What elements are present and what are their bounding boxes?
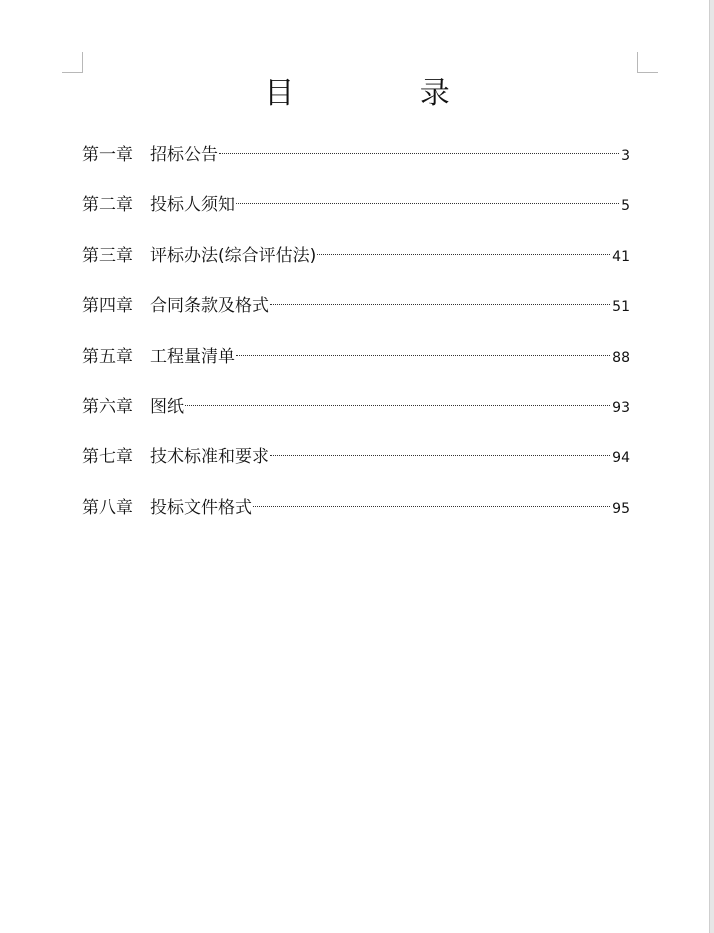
toc-entry-chapter-6[interactable] — [82, 390, 630, 440]
toc-dot-leader — [270, 304, 610, 305]
toc-page-number: 95 — [612, 500, 630, 517]
toc-entry-chapter-3[interactable] — [82, 239, 630, 289]
toc-chapter-title: 工程量清单 — [150, 346, 235, 367]
toc-chapter-title: 评标办法(综合评估法) — [150, 245, 317, 266]
toc-dot-leader — [219, 153, 619, 154]
margin-corner-mark-top-right — [637, 52, 658, 73]
margin-corner-mark-top-left — [62, 52, 83, 73]
toc-entry-chapter-8[interactable] — [82, 491, 630, 541]
toc-dot-leader — [236, 203, 619, 204]
toc-chapter-label: 第一章 — [82, 145, 133, 165]
toc-page-number: 88 — [612, 349, 630, 366]
toc-page-number: 3 — [621, 148, 630, 164]
toc-entry-chapter-1[interactable] — [82, 138, 630, 188]
page-title: 目 录 — [264, 76, 508, 111]
toc-page-number: 41 — [612, 248, 630, 265]
toc-dot-leader — [317, 254, 610, 255]
toc-entry-chapter-5[interactable] — [82, 340, 630, 390]
toc-entry-chapter-2[interactable] — [82, 188, 630, 238]
toc-chapter-label: 第五章 — [82, 346, 133, 367]
toc-chapter-title: 合同条款及格式 — [150, 296, 269, 317]
page-edge-scrollbar[interactable] — [709, 0, 714, 933]
toc-chapter-label: 第八章 — [82, 497, 133, 518]
toc-chapter-label: 第二章 — [82, 195, 133, 216]
toc-page-number: 94 — [612, 450, 630, 467]
toc-chapter-title: 图纸 — [150, 396, 184, 417]
toc-chapter-label: 第六章 — [82, 396, 133, 417]
toc-entry-chapter-7[interactable] — [82, 440, 630, 490]
toc-page-number: 51 — [612, 299, 630, 316]
toc-dot-leader — [185, 405, 610, 406]
toc-page-number: 5 — [621, 198, 630, 215]
toc-chapter-title: 投标人须知 — [150, 195, 235, 216]
toc-dot-leader — [253, 506, 610, 507]
toc-chapter-title: 技术标准和要求 — [150, 447, 269, 468]
toc-chapter-label: 第三章 — [82, 245, 133, 266]
toc-chapter-label: 第七章 — [82, 447, 133, 468]
toc-chapter-label: 第四章 — [82, 296, 133, 317]
toc-page-number: 93 — [612, 399, 630, 416]
toc-entry-chapter-4[interactable] — [82, 289, 630, 339]
toc-chapter-title: 招标公告 — [150, 145, 218, 165]
toc-dot-leader — [236, 355, 610, 356]
table-of-contents — [82, 138, 630, 541]
toc-dot-leader — [270, 455, 610, 456]
toc-chapter-title: 投标文件格式 — [150, 497, 252, 518]
